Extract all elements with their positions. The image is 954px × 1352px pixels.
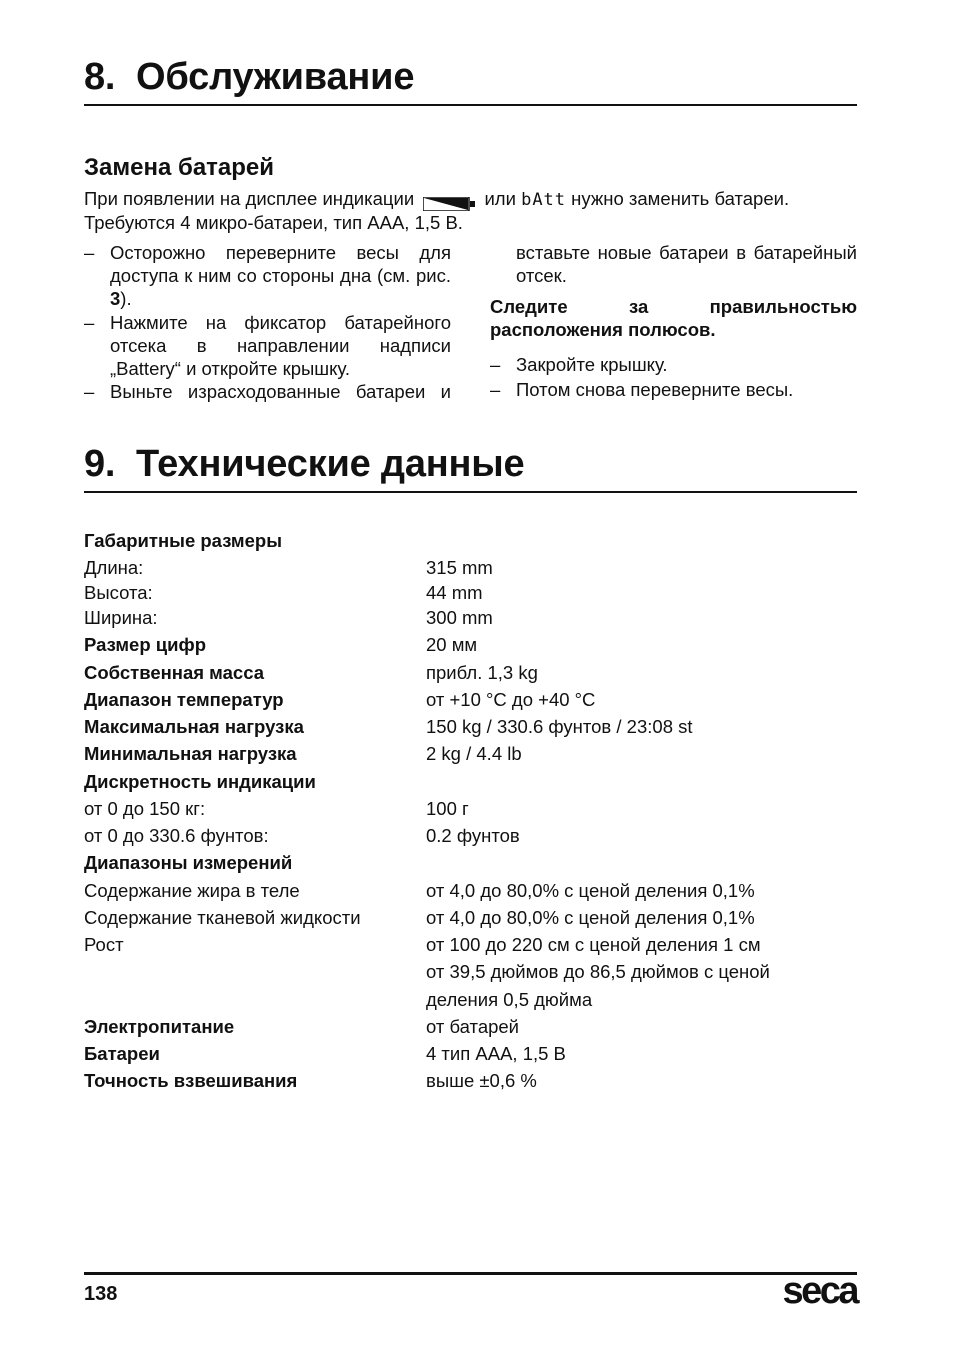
seca-logo: seca [782, 1270, 857, 1312]
spec-label: Минимальная нагрузка [84, 743, 297, 764]
spec-label: Содержание жира в теле [84, 880, 300, 901]
spec-value: от 4,0 до 80,0% с ценой деления 0,1% [426, 880, 755, 901]
page-number: 138 [84, 1283, 118, 1305]
spec-value: выше ±0,6 % [426, 1070, 537, 1091]
step-5-text: Потом снова переверните весы. [516, 379, 794, 400]
section-8-title: 8. Обслуживание [84, 56, 415, 98]
spec-label: Длина: [84, 557, 144, 578]
spec-label: Диапазоны измерений [84, 852, 293, 873]
spec-label: Диапазон температур [84, 689, 284, 710]
section-9-rule [84, 491, 857, 493]
step-3-text: Выньте израсходованные батареи и [110, 381, 451, 402]
step-1-end: ). [120, 288, 132, 309]
spec-value: 2 kg / 4.4 lb [426, 743, 522, 764]
figure-ref: 3 [110, 288, 121, 309]
footer-rule [84, 1272, 857, 1275]
list-item [84, 311, 451, 380]
spec-label: Дискретность индикации [84, 771, 316, 792]
intro-line-1 [84, 187, 857, 212]
step-1-text: Осторожно переверните весы для доступа к ним со стороны дна (см. рис. [110, 242, 451, 286]
intro-line-2: Требуются 4 микро-батареи, тип AAA, 1,5 В. [84, 212, 463, 233]
intro-text-b: или [484, 188, 516, 209]
spec-label: Электропитание [84, 1016, 235, 1037]
spec-value: 100 г [426, 798, 469, 819]
list-item [84, 241, 451, 310]
spec-value: от 4,0 до 80,0% с ценой деления 0,1% [426, 907, 755, 928]
intro-text-c: нужно заменить батареи. [571, 188, 790, 209]
spec-label: Рост [84, 934, 124, 955]
intro-text-a: При появлении на дисплее индикации [84, 188, 415, 209]
spec-value: деления 0,5 дюйма [426, 989, 593, 1010]
spec-label: Собственная масса [84, 662, 265, 683]
spec-label: Ширина: [84, 607, 158, 628]
spec-label: Высота: [84, 582, 153, 603]
spec-label: от 0 до 150 кг: [84, 798, 206, 819]
dash-bullet: – [490, 354, 501, 375]
batt-display-indicator: bAtt [521, 190, 567, 210]
spec-label: Максимальная нагрузка [84, 716, 304, 737]
dash-bullet: – [84, 312, 95, 333]
spec-value: 150 kg / 330.6 фунтов / 23:08 st [426, 716, 693, 737]
spec-value: от 39,5 дюймов до 86,5 дюймов с ценой [426, 961, 770, 982]
dash-bullet: – [84, 381, 95, 402]
spec-label: Габаритные размеры [84, 530, 283, 551]
step-4-text: Закройте крышку. [516, 354, 668, 375]
polarity-warning: Следите за правильностью расположения полюсов. [490, 296, 857, 340]
step-2-text: Нажмите на фиксатор батарейного отсека в направлении надписи „Battery“ и откройте крышку. [110, 312, 451, 379]
spec-label: от 0 до 330.6 фунтов: [84, 825, 269, 846]
spec-value: 0.2 фунтов [426, 825, 520, 846]
spec-label: Содержание тканевой жидкости [84, 907, 361, 928]
step-3-cont-text: вставьте новые батареи в батарейный отсек. [516, 242, 857, 286]
list-item [84, 380, 451, 403]
spec-value: от 100 до 220 см с ценой деления 1 см [426, 934, 761, 955]
spec-value: 300 mm [426, 607, 493, 628]
spec-value: от +10 °C до +40 °C [426, 689, 596, 710]
list-item [490, 378, 857, 401]
spec-value: от батарей [426, 1016, 520, 1037]
spec-value: 44 mm [426, 582, 483, 603]
battery-low-icon [423, 193, 475, 207]
spec-value: прибл. 1,3 kg [426, 662, 538, 683]
dash-bullet: – [84, 242, 95, 263]
spec-label: Точность взвешивания [84, 1070, 298, 1091]
spec-value: 4 тип AAA, 1,5 В [426, 1043, 566, 1064]
subsection-title: Замена батарей [84, 154, 275, 181]
section-9-title: 9. Технические данные [84, 443, 525, 485]
spec-label: Размер цифр [84, 634, 206, 655]
spec-value: 20 мм [426, 634, 478, 655]
dash-bullet: – [490, 379, 501, 400]
list-item-text [110, 241, 451, 310]
spec-label: Батареи [84, 1043, 160, 1064]
step-3-continuation [490, 241, 857, 287]
list-item [490, 353, 857, 376]
section-8-rule [84, 104, 857, 106]
spec-value: 315 mm [426, 557, 493, 578]
